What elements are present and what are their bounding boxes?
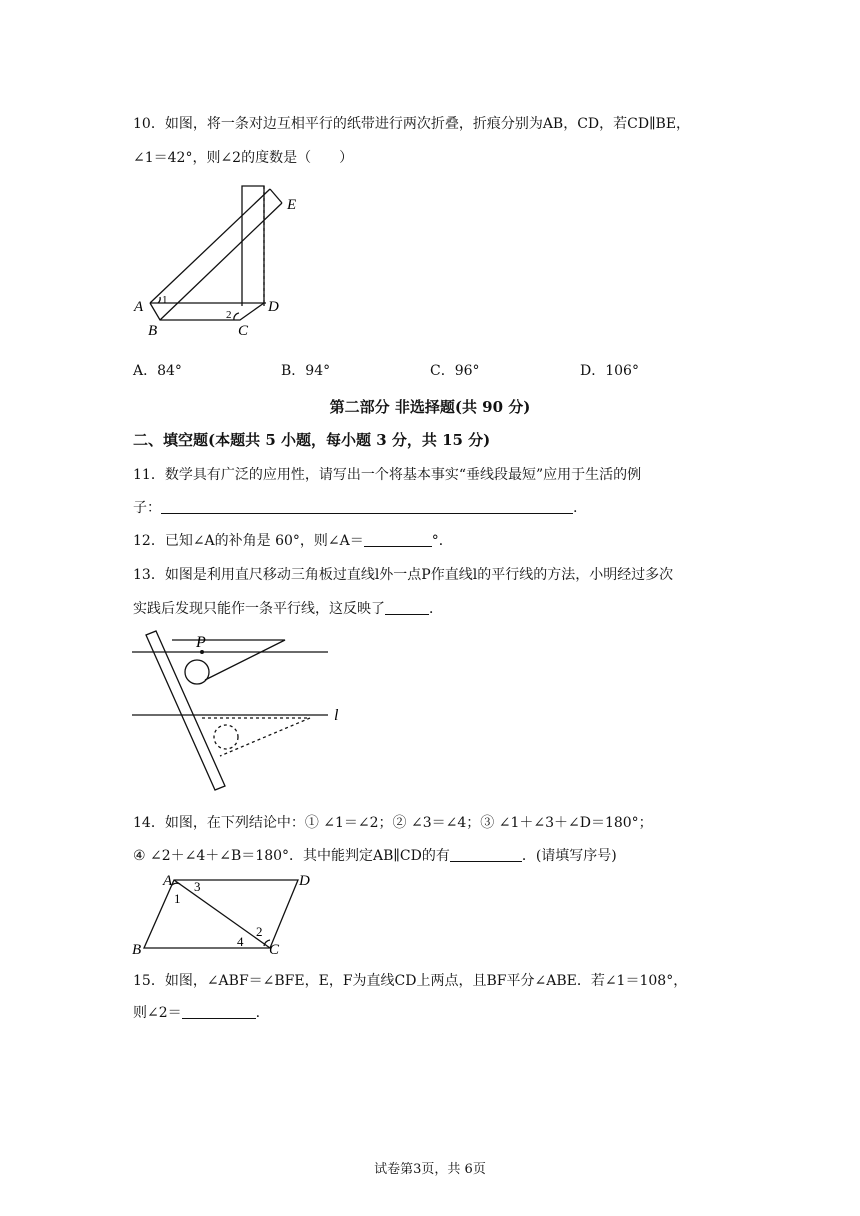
part2-title: 第二部分 非选择题(共 90 分): [329, 398, 531, 416]
q10-option-c[interactable]: C．96°: [430, 363, 480, 379]
q11-answer-blank[interactable]: [161, 499, 573, 514]
q13-answer-blank[interactable]: [385, 600, 429, 615]
q14-label-2: 2: [256, 924, 263, 939]
q14-line1: 14．如图，在下列结论中：① ∠1＝∠2；② ∠3＝∠4；③ ∠1＋∠3＋∠D＝180°；: [133, 815, 653, 831]
q14-line2-prefix: ④ ∠2＋∠4＋∠B＝180°．其中能判定AB∥CD的有: [133, 848, 450, 864]
q11-line1: 11．数学具有广泛的应用性，请写出一个将基本事实“垂线段最短”应用于生活的例: [133, 467, 642, 483]
q15-line2: [133, 1002, 260, 1022]
q14-label-1: 1: [174, 891, 181, 906]
q12-suffix: °．: [431, 533, 453, 549]
q10-line2: ∠1＝42°，则∠2的度数是（ ）: [133, 150, 354, 166]
q11-line2-suffix: .: [573, 500, 578, 516]
q14-label-3: 3: [194, 879, 201, 894]
q13-label-p: P: [196, 634, 206, 651]
q14-label-d: D: [299, 873, 310, 889]
q12-line: [133, 530, 453, 550]
q10-label-c: C: [238, 323, 249, 339]
q10-line1: 10．如图，将一条对边互相平行的纸带进行两次折叠，折痕分别为AB，CD，若CD∥BE，: [133, 116, 691, 132]
q10-option-a[interactable]: A．84°: [133, 363, 182, 379]
q15-line1: 15．如图，∠ABF＝∠BFE，E，F为直线CD上两点，且BF平分∠ABE．若∠1＝108°，: [133, 973, 688, 989]
q13-line1: 13．如图是利用直尺移动三角板过直线l外一点P作直线l的平行线的方法，小明经过多次: [133, 567, 674, 583]
q10-option-d[interactable]: D．106°: [580, 363, 639, 379]
section2-title: 二、填空题(本题共 5 小题，每小题 3 分，共 15 分): [133, 431, 491, 449]
q10-label-2: 2: [226, 309, 232, 321]
q13-line2-suffix: ．: [429, 601, 443, 617]
q10-figure: [130, 183, 310, 343]
q12-prefix: 12．已知∠A的补角是 60°，则∠A＝: [133, 533, 364, 549]
q10-label-1: 1: [162, 294, 168, 306]
q14-line2-suffix: ．(请填写序号): [521, 848, 617, 864]
q15-answer-blank[interactable]: [182, 1004, 256, 1019]
q14-figure: [128, 870, 318, 958]
q14-label-a: A: [163, 873, 173, 889]
q11-line2: [133, 497, 577, 517]
q11-line2-prefix: 子：: [133, 500, 161, 516]
q13-line2-prefix: 实践后发现只能作一条平行线，这反映了: [133, 601, 385, 617]
q13-line2: [133, 598, 443, 618]
q14-label-c: C: [269, 942, 280, 958]
q15-line2-prefix: 则∠2＝: [133, 1005, 182, 1021]
q14-label-4: 4: [237, 934, 244, 949]
q14-answer-blank[interactable]: [450, 847, 522, 862]
q15-line2-suffix: .: [255, 1005, 261, 1021]
q10-label-b: B: [148, 323, 158, 339]
q10-label-e: E: [287, 197, 297, 213]
q10-label-d: D: [268, 299, 279, 315]
page-footer: 试卷第3页，共 6页: [374, 1162, 486, 1177]
q13-label-l: l: [334, 707, 339, 724]
q10-label-a: A: [134, 299, 144, 315]
q13-figure: [130, 630, 350, 795]
q14-line2: [133, 845, 617, 865]
q10-option-b[interactable]: B．94°: [281, 363, 331, 379]
q12-answer-blank[interactable]: [364, 532, 432, 547]
q14-label-b: B: [132, 942, 142, 958]
